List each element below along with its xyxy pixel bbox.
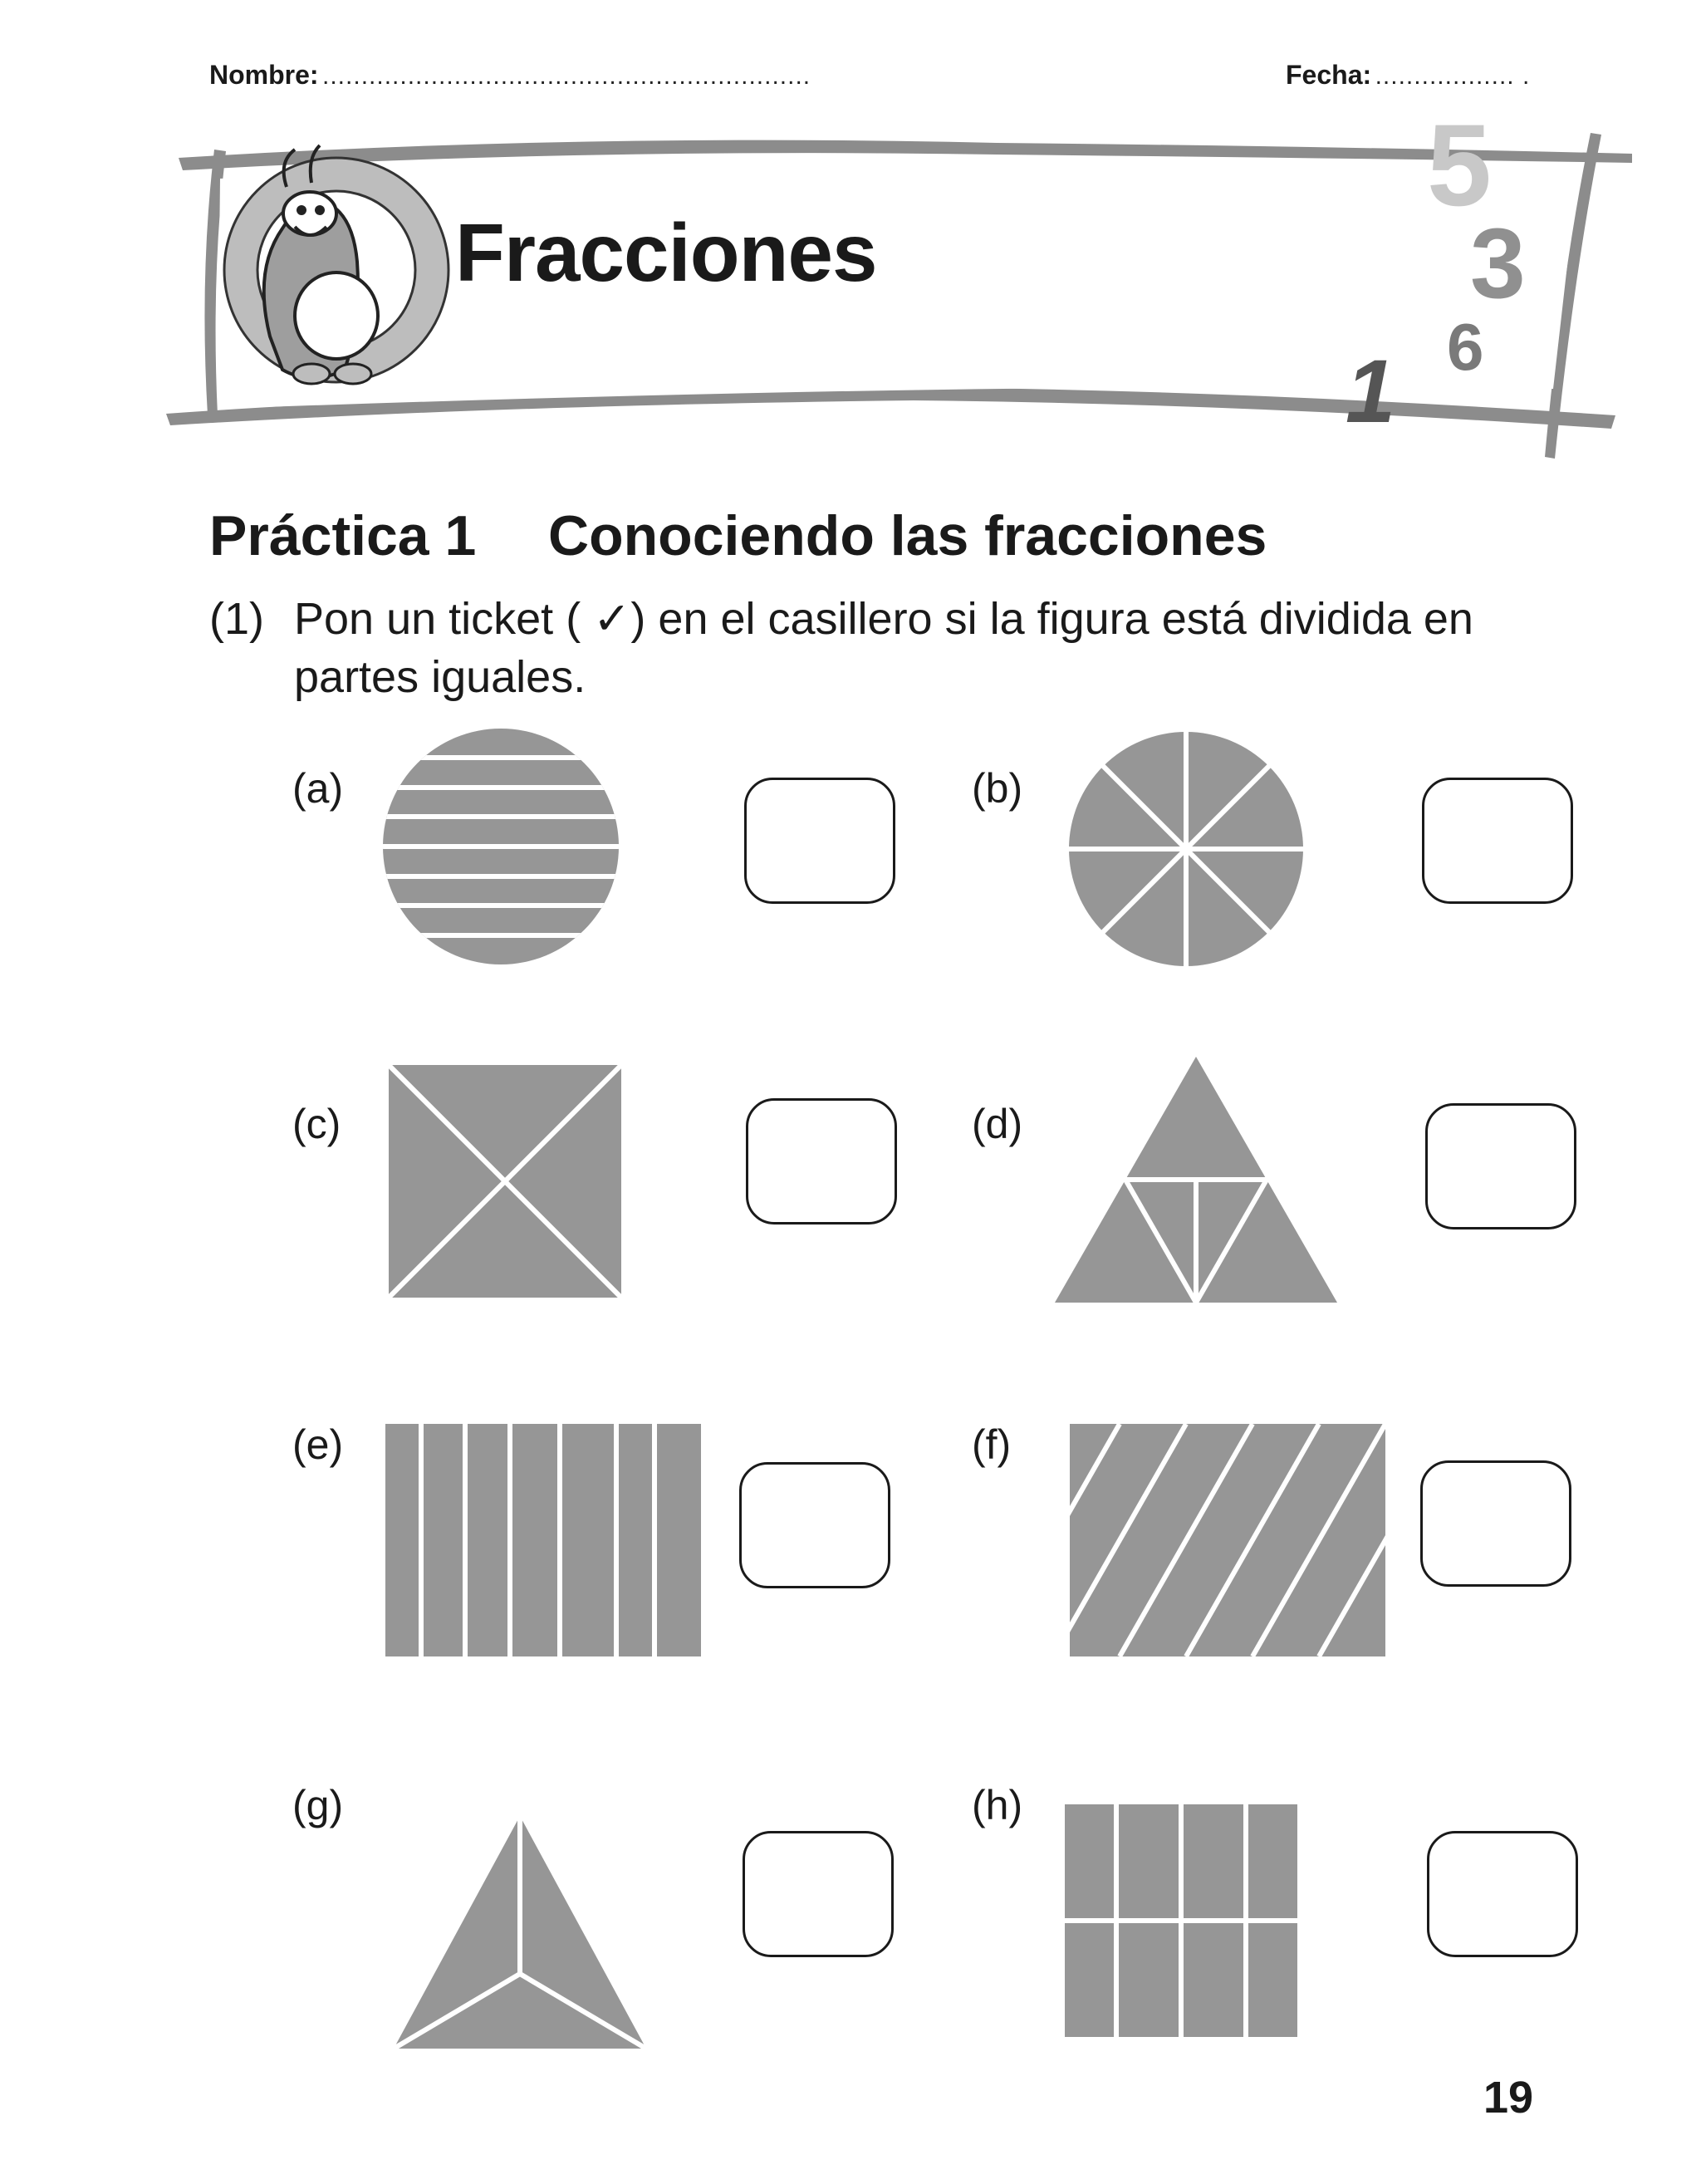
item-d-label: (d) [972,1101,1023,1147]
answer-box-h[interactable] [1427,1831,1578,1957]
practice-title: Conociendo las fracciones [548,504,1267,567]
rectangle-8-cells-figure [1065,1804,1297,2037]
item-e-label: (e) [292,1421,344,1468]
item-f-label: (f) [972,1421,1012,1468]
banner-number-6: 6 [1447,310,1484,384]
rectangle-vertical-strips-figure [385,1424,701,1656]
item-c-label: (c) [292,1101,341,1147]
triangle-subdivided-figure [1055,1057,1337,1303]
practice-label: Práctica 1 [209,504,477,567]
item-a-label: (a) [292,765,344,812]
instruction-number: (1) [209,594,264,644]
name-label: Nombre: [209,60,319,90]
banner-number-1: 1 [1346,341,1396,441]
circle-horizontal-stripes-figure [382,728,620,965]
answer-box-g[interactable] [743,1831,894,1957]
banner-title: Fracciones [455,207,877,298]
banner-number-3: 3 [1470,208,1526,319]
triangle-3-parts-figure [394,1816,646,2049]
circle-8-sectors-figure [1068,731,1304,967]
date-label: Fecha: [1286,60,1372,90]
square-4-triangles-figure [389,1065,621,1298]
name-dots: ............................................................... [322,62,811,90]
mascot-logo [203,137,453,403]
date-dots: .................. . [1375,62,1531,90]
answer-box-e[interactable] [739,1462,890,1588]
answer-box-a[interactable] [744,778,895,904]
item-h-label: (h) [972,1782,1023,1828]
instruction-line-2: partes iguales. [294,652,586,702]
answer-box-f[interactable] [1420,1460,1571,1587]
answer-box-d[interactable] [1425,1103,1576,1229]
instruction-line-1: Pon un ticket ( ✓) en el casillero si la figura está dividida en [294,594,1473,644]
item-g-label: (g) [292,1782,344,1828]
page-number: 19 [1483,2073,1534,2123]
answer-box-c[interactable] [746,1098,897,1225]
answer-box-b[interactable] [1422,778,1573,904]
banner-number-5: 5 [1427,100,1492,230]
rectangle-diagonal-strips-figure [1070,1424,1385,1656]
item-b-label: (b) [972,765,1023,812]
